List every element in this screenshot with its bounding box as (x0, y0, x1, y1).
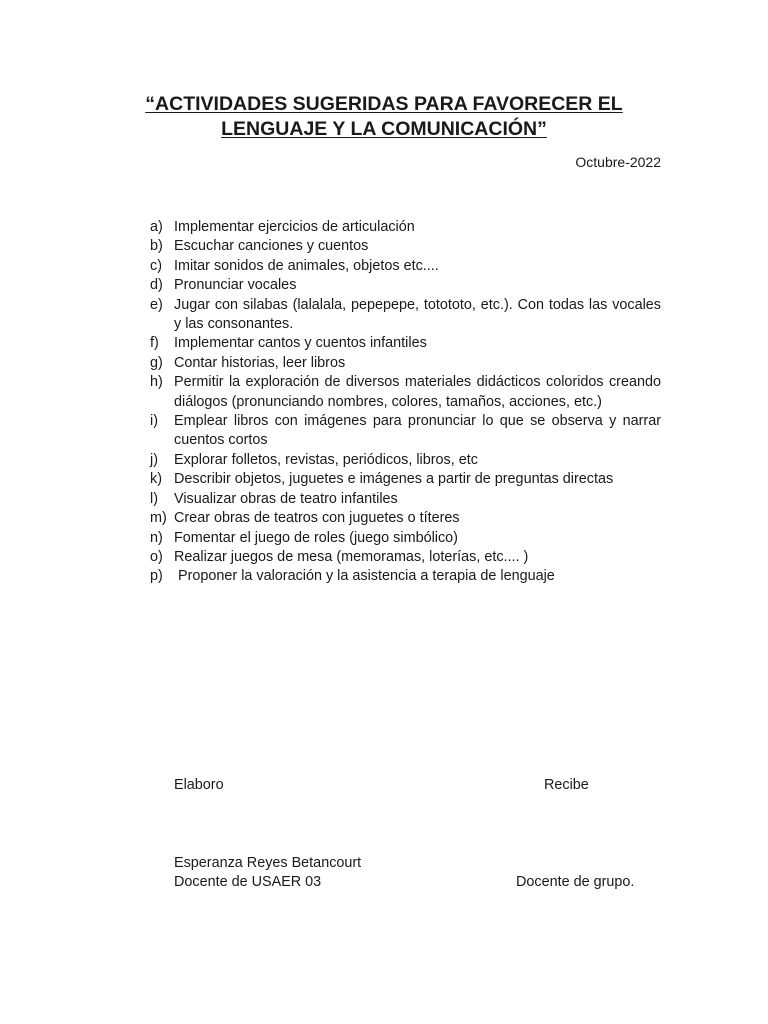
list-item-marker: f) (150, 335, 159, 352)
signature-label-elaboro: Elaboro (174, 777, 224, 793)
signature-role-left: Docente de USAER 03 (174, 874, 322, 890)
list-item-marker: m) (150, 510, 167, 527)
list-item-marker: i) (150, 413, 158, 430)
list-item-text: Escuchar canciones y cuentos (174, 238, 369, 255)
list-item-text: Proponer la valoración y la asistencia a terapia de lenguaje (174, 568, 555, 585)
list-item-text: Visualizar obras de teatro infantiles (174, 490, 398, 507)
list-item-marker: k) (150, 471, 162, 488)
list-item (150, 237, 661, 256)
list-item (150, 529, 661, 548)
list-item-marker: p) (150, 568, 163, 585)
list-item (150, 276, 661, 295)
list-item (150, 373, 661, 412)
signature-name: Esperanza Reyes Betancourt (174, 855, 362, 871)
list-item-marker: l) (150, 490, 158, 507)
signature-label-recibe: Recibe (544, 777, 589, 793)
document-title-line-1: “ACTIVIDADES SUGERIDAS PARA FAVORECER EL (145, 93, 623, 115)
list-item-marker: c) (150, 257, 162, 274)
list-item-marker: n) (150, 529, 163, 546)
list-item-text: Emplear libros con imágenes para pronunciar lo que se observa y narrar cuentos cortos (174, 413, 661, 449)
list-item-text: Permitir la exploración de diversos materiales didácticos coloridos creando diálogos (pronunciando nombres, colores, tamaños, acciones, etc.) (174, 374, 661, 410)
list-item (150, 451, 661, 470)
list-item-marker: a) (150, 219, 163, 235)
list-item-marker: g) (150, 354, 163, 371)
list-item-marker: j) (150, 451, 158, 468)
list-item-marker: b) (150, 238, 163, 255)
list-item (150, 548, 661, 567)
list-item-text: Crear obras de teatros con juguetes o títeres (174, 510, 460, 527)
list-item (150, 470, 661, 489)
list-item-text: Describir objetos, juguetes e imágenes a partir de preguntas directas (174, 471, 614, 488)
list-item-text: Imitar sonidos de animales, objetos etc.... (174, 257, 439, 274)
list-item-text: Fomentar el juego de roles (juego simbólico) (174, 529, 458, 546)
list-item (150, 490, 661, 509)
list-item-text: Implementar cantos y cuentos infantiles (174, 335, 427, 352)
list-item (150, 354, 661, 373)
list-item-marker: o) (150, 548, 163, 565)
activities-list (150, 218, 661, 587)
list-item (150, 334, 661, 353)
list-item-text: Implementar ejercicios de articulación (174, 219, 415, 235)
list-item (150, 218, 661, 237)
list-item (150, 509, 661, 528)
list-item (150, 567, 661, 586)
list-item (150, 412, 661, 451)
document-title-line-2: LENGUAJE Y LA COMUNICACIÓN” (221, 118, 547, 140)
list-item (150, 257, 661, 276)
list-item-text: Pronunciar vocales (174, 277, 297, 294)
list-item-marker: h) (150, 374, 163, 391)
list-item-text: Contar historias, leer libros (174, 354, 346, 371)
list-item-marker: d) (150, 277, 163, 294)
document-title (100, 92, 668, 142)
list-item (150, 296, 661, 335)
list-item-text: Explorar folletos, revistas, periódicos, libros, etc (174, 451, 478, 468)
list-item-marker: e) (150, 296, 163, 313)
list-item-text: Realizar juegos de mesa (memoramas, loterías, etc.... ) (174, 548, 529, 565)
signature-role-right: Docente de grupo. (516, 874, 635, 890)
list-item-text: Jugar con silabas (lalalala, pepepepe, totototo, etc.). Con todas las vocales y las consonantes. (174, 296, 661, 333)
document-date: Octubre-2022 (575, 154, 661, 170)
